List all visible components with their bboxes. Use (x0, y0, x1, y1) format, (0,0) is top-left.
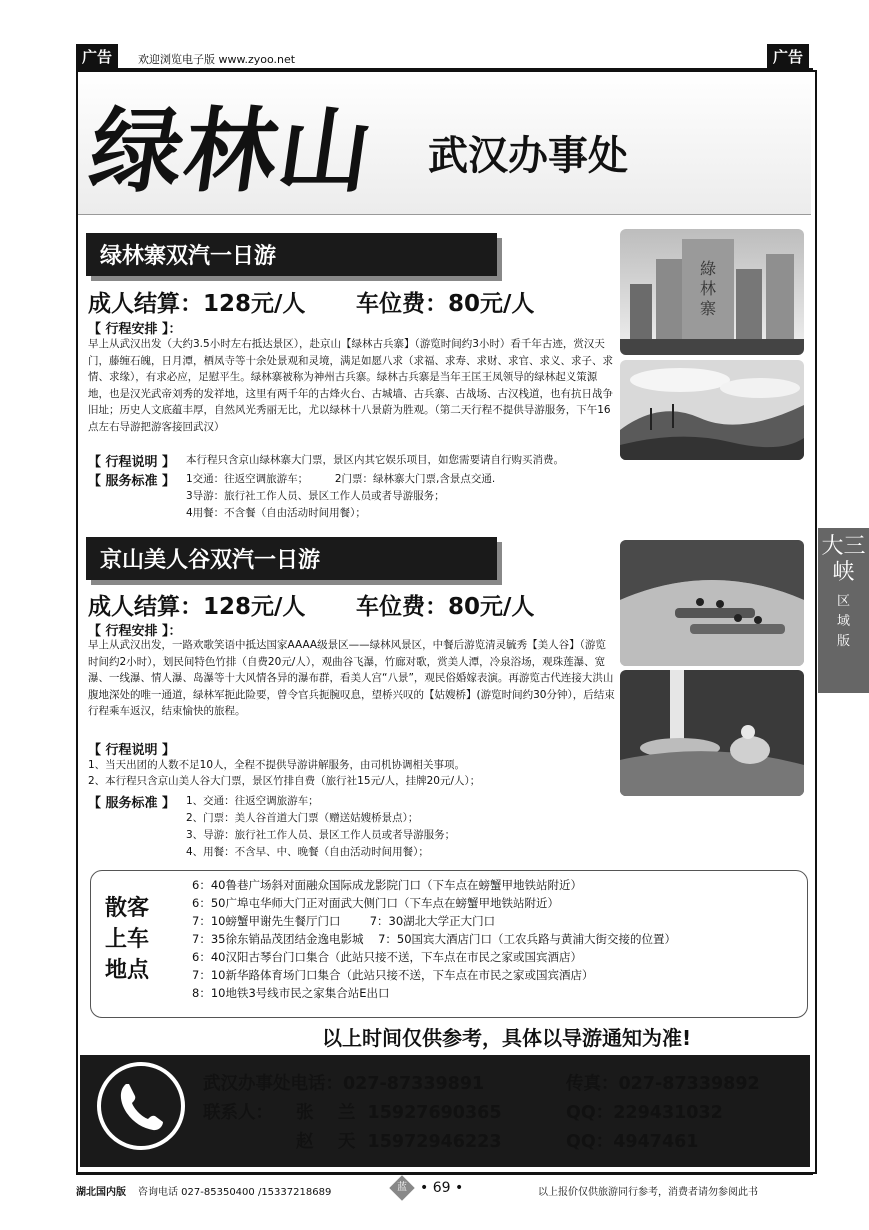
page-number: 69 (432, 1180, 451, 1196)
tour1-service-2: 3导游：旅行社工作人员、景区工作人员或者导游服务； (186, 490, 445, 502)
svg-text:寨: 寨 (699, 299, 717, 318)
tour2-service-3: 3、导游：旅行社工作人员、景区工作人员或者导游服务； (186, 829, 456, 841)
phone-icon (97, 1062, 185, 1150)
office-title: 武汉办事处 (428, 133, 628, 179)
pickup-row: 8：10地铁3号线市民之家集合站E出口 (192, 986, 390, 1000)
office-phone: 武汉办事处电话：027-87339891 (203, 1074, 485, 1094)
tour1-note-text: 本行程只含京山绿林寨大门票，景区内其它娱乐项目，如您需要请自行购买消费。 (186, 454, 564, 466)
tour2-itinerary-label: 【 行程安排 】： (88, 624, 182, 639)
page-mark-text: 蓝 (397, 1182, 407, 1193)
tour1-service-1: 1交通：往返空调旅游车； 2门票：绿林寨大门票,含景点交通. (186, 473, 496, 485)
tour2-price-adult: 成人结算：128元/人 (88, 594, 306, 620)
tour2-note-1: 1、当天出团的人数不足10人，全程不提供导游讲解服务，由司机协调相关事项。 (88, 759, 466, 771)
pickup-list (192, 876, 676, 1002)
pickup-row: 6：50广埠屯华师大门正对面武大侧门口（下车点在螃蟹甲地铁站附近） (192, 896, 559, 910)
region-label: 区域版 (836, 594, 850, 649)
photo-green-hills (620, 360, 804, 460)
photo-waterfall (620, 670, 804, 796)
pickup-title (96, 893, 158, 986)
contact-label: 联系人： (203, 1103, 273, 1123)
tour2-itinerary-text: 早上从武汉出发，一路欢歌笑语中抵达国家AAAA级景区——绿林风景区，中餐后游览清灵毓秀【美人谷】（游览时间约2小时），划民间特色竹排（自费20元/人），观曲谷飞瀑，竹廊对歌，赏美人潭，冷泉浴场，观珠莲瀑、宽瀑、一线瀑、情人瀑、岛瀑等十大风情各异的瀑布群，看美人宫“八景”，观民俗婚嫁表演。再游览古代连接大洪山腹地深处的唯一通道，绿林军扼此险要，曾令官兵扼腕叹息，望桥兴叹的【姑嫂桥】(游览时间约30分钟），后结束行程乘车返汉，结束愉快的旅程。 (88, 639, 615, 717)
svg-text:綠: 綠 (699, 259, 717, 278)
tour2-service-2: 2、门票：美人谷首道大门票（赠送姑嫂桥景点）； (186, 812, 419, 824)
tour1-price-seat: 车位费：80元/人 (356, 291, 535, 317)
page-mark (389, 1175, 414, 1200)
tour1-service-label: 【 服务标准 】 (88, 474, 176, 489)
pickup-row: 6：40鲁巷广场斜对面融众国际成龙影院门口（下车点在螃蟹甲地铁站附近） (192, 878, 582, 892)
time-notice: 以上时间仅供参考，具体以导游通知为准! (322, 1026, 692, 1050)
site-text: 欢迎浏览电子版 www.zyoo.net (138, 53, 296, 66)
contact-person-2: 赵 天 15972946223 (296, 1132, 502, 1152)
tour1-price-adult: 成人结算：128元/人 (88, 291, 306, 317)
region-art: 大三峡 (821, 534, 866, 585)
footer-edition: 湖北国内版 (76, 1187, 126, 1198)
svg-text:林: 林 (699, 279, 717, 298)
tour1-note-label: 【 行程说明 】 (88, 455, 176, 470)
tour1-itinerary-label: 【 行程安排 】： (88, 322, 182, 337)
tour2-title: 京山美人谷双汽一日游 (86, 537, 497, 580)
ad-tag-left: 广告 (76, 44, 118, 69)
tour1-service-3: 4用餐：不含餐（自由活动时间用餐）； (186, 507, 366, 519)
qq-2: QQ：4947461 (566, 1132, 699, 1152)
region-sidebar (818, 528, 869, 693)
qq-1: QQ：229431032 (566, 1103, 723, 1123)
photo-bamboo-rafting (620, 540, 804, 666)
pickup-title-3: 地点 (104, 958, 149, 983)
tour1-title: 绿林寨双汽一日游 (86, 233, 497, 276)
ad-tag-right: 广告 (767, 44, 809, 69)
brand-title: 绿林山 (83, 97, 381, 205)
footer-hotline: 咨询电话 027-85350400 /15337218689 (138, 1187, 332, 1198)
page-number-wrap: • 69 • (420, 1180, 464, 1196)
pickup-row: 7：10新华路体育场门口集合（此站只接不送，下车点在市民之家或国宾酒店） (192, 968, 594, 982)
tour2-service-4: 4、用餐：不含早、中、晚餐（自由活动时间用餐）； (186, 846, 429, 858)
contact-person-1: 张 兰 15927690365 (296, 1103, 502, 1123)
tour1-itinerary-text: 早上从武汉出发（大约3.5小时左右抵达景区），赴京山【绿林古兵寨】（游览时间约3小时）看千年古迹，赏汉天门，藤缠石魄，日月潭，栖凤寺等十余处景观和灵境，满足如愿八求（求福、求寿、求财、求官、求义、求子、求情、求缘），有求必应，足慰平生。绿林寨被称为神州古兵寨。绿林古兵寨是当年王匡王凤领导的绿林起义策源地，也是汉光武帝刘秀的发祥地，这里有两千年的古烽火台、古城墙、古兵寨、古战场、古汉栈道，也有抗日战争旧址；历史人文底蕴丰厚，自然风光秀丽无比，尤以绿林十八景蔚为胜观。（第二天行程不提供导游服务，下午16点左右导游把游客接回武汉） (88, 338, 613, 433)
pickup-row: 6：40汉阳古琴台门口集合（此站只接不送，下车点在市民之家或国宾酒店） (192, 950, 582, 964)
tour2-note-label: 【 行程说明 】 (88, 743, 176, 758)
footer-disclaimer: 以上报价仅供旅游同行参考，消费者请勿参阅此书 (538, 1187, 758, 1198)
footer-rule (76, 1174, 813, 1175)
photo-stone-pillars (620, 229, 804, 355)
tour2-service-1: 1、交通：往返空调旅游车； (186, 795, 319, 807)
pickup-title-1: 散客 (104, 896, 149, 921)
tour2-price-seat: 车位费：80元/人 (356, 594, 535, 620)
pickup-row: 7：35徐东销品茂团结金逸电影城 7：50国宾大酒店门口（工农兵路与黄浦大街交接的位置） (192, 932, 677, 946)
tour2-service-label: 【 服务标准 】 (88, 796, 176, 811)
pickup-row: 7：10螃蟹甲谢先生餐厅门口 7：30湖北大学正大门口 (192, 914, 496, 928)
pickup-title-2: 上车 (104, 927, 149, 952)
tour2-note-2: 2、本行程只含京山美人谷大门票，景区竹排自费（旅行社15元/人，挂牌20元/人）； (88, 775, 481, 787)
fax: 传真：027-87339892 (566, 1074, 760, 1094)
